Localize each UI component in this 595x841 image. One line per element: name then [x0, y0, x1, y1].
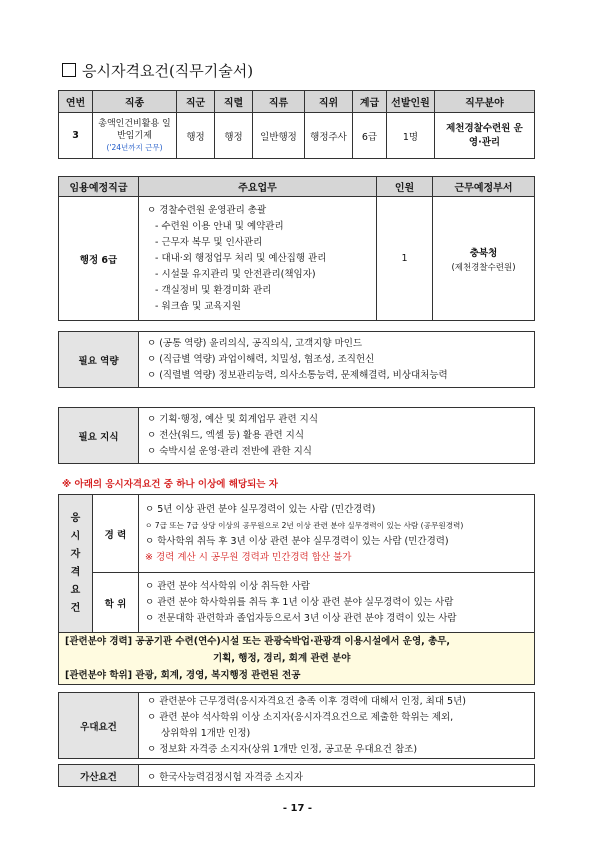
- header-group: 직군: [177, 91, 215, 113]
- header-series: 직렬: [215, 91, 253, 113]
- career-item: ㅇ 5년 이상 관련 분야 실무경력이 있는 사람 (민간경력): [145, 503, 376, 515]
- related-career-line1: [관련분야 경력] 공공기관 수련(연수)시설 또는 관광숙박업·관광객 이용시설에서 운영, 총무,: [65, 636, 451, 647]
- cell-no: 3: [59, 113, 93, 159]
- knowledge-item: ㅇ 기획·행정, 예산 및 회계업무 관련 지식: [147, 413, 318, 425]
- header-job-type: 직종: [93, 91, 177, 113]
- related-degree-line: [관련분야 학위] 관광, 회계, 경영, 복지행정 관련된 전공: [65, 670, 301, 681]
- degree-item: ㅇ 전문대학 관련학과 졸업자등으로서 3년 이상 관련 분야 경력이 있는 사람: [145, 612, 457, 624]
- preference-label: 우대요건: [59, 693, 139, 759]
- duties-list: [139, 197, 377, 321]
- competency-item: ㅇ (공통 역량) 윤리의식, 공직의식, 고객지향 마인드: [147, 337, 363, 349]
- cell-series: 행정: [215, 113, 253, 159]
- header-count: 선발인원: [387, 91, 435, 113]
- header-duties: 주요업무: [139, 177, 377, 197]
- page-number: - 17 -: [282, 803, 313, 814]
- cell-count2: 1: [377, 197, 433, 321]
- related-career-line2: 기획, 행정, 경리, 회계 관련 분야: [213, 653, 351, 664]
- career-warning: ※ 경력 계산 시 공무원 경력과 민간경력 합산 불가: [145, 551, 352, 563]
- section-title: 응시자격요건(직무기술서): [62, 60, 253, 81]
- qualification-table: [58, 494, 535, 685]
- bonus-item: ㅇ 한국사능력검정시험 자격증 소지자: [139, 765, 535, 787]
- cell-grade: 6급: [353, 113, 387, 159]
- knowledge-table: [58, 407, 535, 464]
- degree-list: [139, 573, 535, 633]
- header-position: 직위: [305, 91, 353, 113]
- header-category: 직류: [253, 91, 305, 113]
- bonus-table: [58, 764, 535, 787]
- knowledge-item: ㅇ 전산(워드, 엑셀 등) 활용 관련 지식: [147, 429, 305, 441]
- duty-item: - 수련원 이용 안내 및 예약관리: [155, 220, 284, 232]
- header-dept: 근무예정부서: [433, 177, 535, 197]
- cell-group: 행정: [177, 113, 215, 159]
- duty-item: - 워크숍 및 교육지원: [155, 300, 241, 312]
- preference-list: [139, 693, 535, 759]
- duties-table: [58, 176, 535, 321]
- bonus-label: 가산요건: [59, 765, 139, 787]
- cell-job-type: 총액인건비활용 일반임기제 ('24년까지 근무): [93, 113, 177, 159]
- header-appoint-grade: 임용예정직급: [59, 177, 139, 197]
- header-no: 연번: [59, 91, 93, 113]
- cell-dept: 충북청 (제천경찰수련원): [433, 197, 535, 321]
- degree-item: ㅇ 관련 분야 석사학위 이상 취득한 사람: [145, 580, 310, 592]
- cell-category: 일반행정: [253, 113, 305, 159]
- degree-label: 학 위: [93, 573, 139, 633]
- qualification-notice: ※ 아래의 응시자격요건 중 하나 이상에 해당되는 자: [62, 479, 278, 490]
- header-field: 직무분야: [435, 91, 535, 113]
- career-label: 경 력: [93, 495, 139, 573]
- preference-item: ㅇ 관련 분야 석사학위 이상 소지자(응시자격요건으로 제출한 학위는 제외,: [147, 711, 454, 723]
- duty-item: - 대내·외 행정업무 처리 및 예산집행 관리: [155, 252, 327, 264]
- degree-item: ㅇ 관련 분야 학사학위를 취득 후 1년 이상 관련 분야 실무경력이 있는 사람: [145, 596, 454, 608]
- cell-appoint-grade: 행정 6급: [59, 197, 139, 321]
- cell-field: 제천경찰수련원 운영·관리: [435, 113, 535, 159]
- competency-table: [58, 331, 535, 388]
- career-item: ㅇ 7급 또는 7급 상당 이상의 공무원으로 2년 이상 관련 분야 실무경력이 있는 사람 (공무원경력): [145, 520, 464, 530]
- preference-item: ㅇ 정보화 자격증 소지자(상위 1개만 인정, 공고문 우대요건 참조): [147, 743, 418, 755]
- preference-table: [58, 692, 535, 759]
- career-item: ㅇ 학사학위 취득 후 3년 이상 관련 분야 실무경력이 있는 사람 (민간경력): [145, 535, 449, 547]
- cell-position: 행정주사: [305, 113, 353, 159]
- duty-item: ㅇ 경찰수련원 운영관리 총괄: [147, 204, 267, 216]
- competency-label: 필요 역량: [59, 332, 139, 388]
- competency-list: [139, 332, 535, 388]
- duty-item: - 객실정비 및 환경미화 관리: [155, 284, 272, 296]
- competency-item: ㅇ (직급별 역량) 과업이해력, 치밀성, 협조성, 조직헌신: [147, 353, 375, 365]
- career-list: [139, 495, 535, 573]
- knowledge-label: 필요 지식: [59, 408, 139, 464]
- header-count2: 인원: [377, 177, 433, 197]
- knowledge-item: ㅇ 숙박시설 운영·관리 전반에 관한 지식: [147, 445, 312, 457]
- preference-item: 상위학위 1개만 인정): [161, 727, 251, 739]
- checkbox-square-icon: [62, 63, 76, 77]
- job-info-table: [58, 90, 535, 159]
- knowledge-list: [139, 408, 535, 464]
- header-grade: 계급: [353, 91, 387, 113]
- qualification-label: 응시자격요건: [59, 495, 93, 633]
- duty-item: - 근무자 복무 및 인사관리: [155, 236, 263, 248]
- preference-item: ㅇ 관련분야 근무경력(응시자격요건 충족 이후 경력에 대해서 인정, 최대 5년): [147, 695, 466, 707]
- related-fields: [59, 633, 535, 685]
- competency-item: ㅇ (직렬별 역량) 정보관리능력, 의사소통능력, 문제해결력, 비상대처능력: [147, 369, 448, 381]
- duty-item: - 시설물 유지관리 및 안전관리(책임자): [155, 268, 316, 280]
- cell-count: 1명: [387, 113, 435, 159]
